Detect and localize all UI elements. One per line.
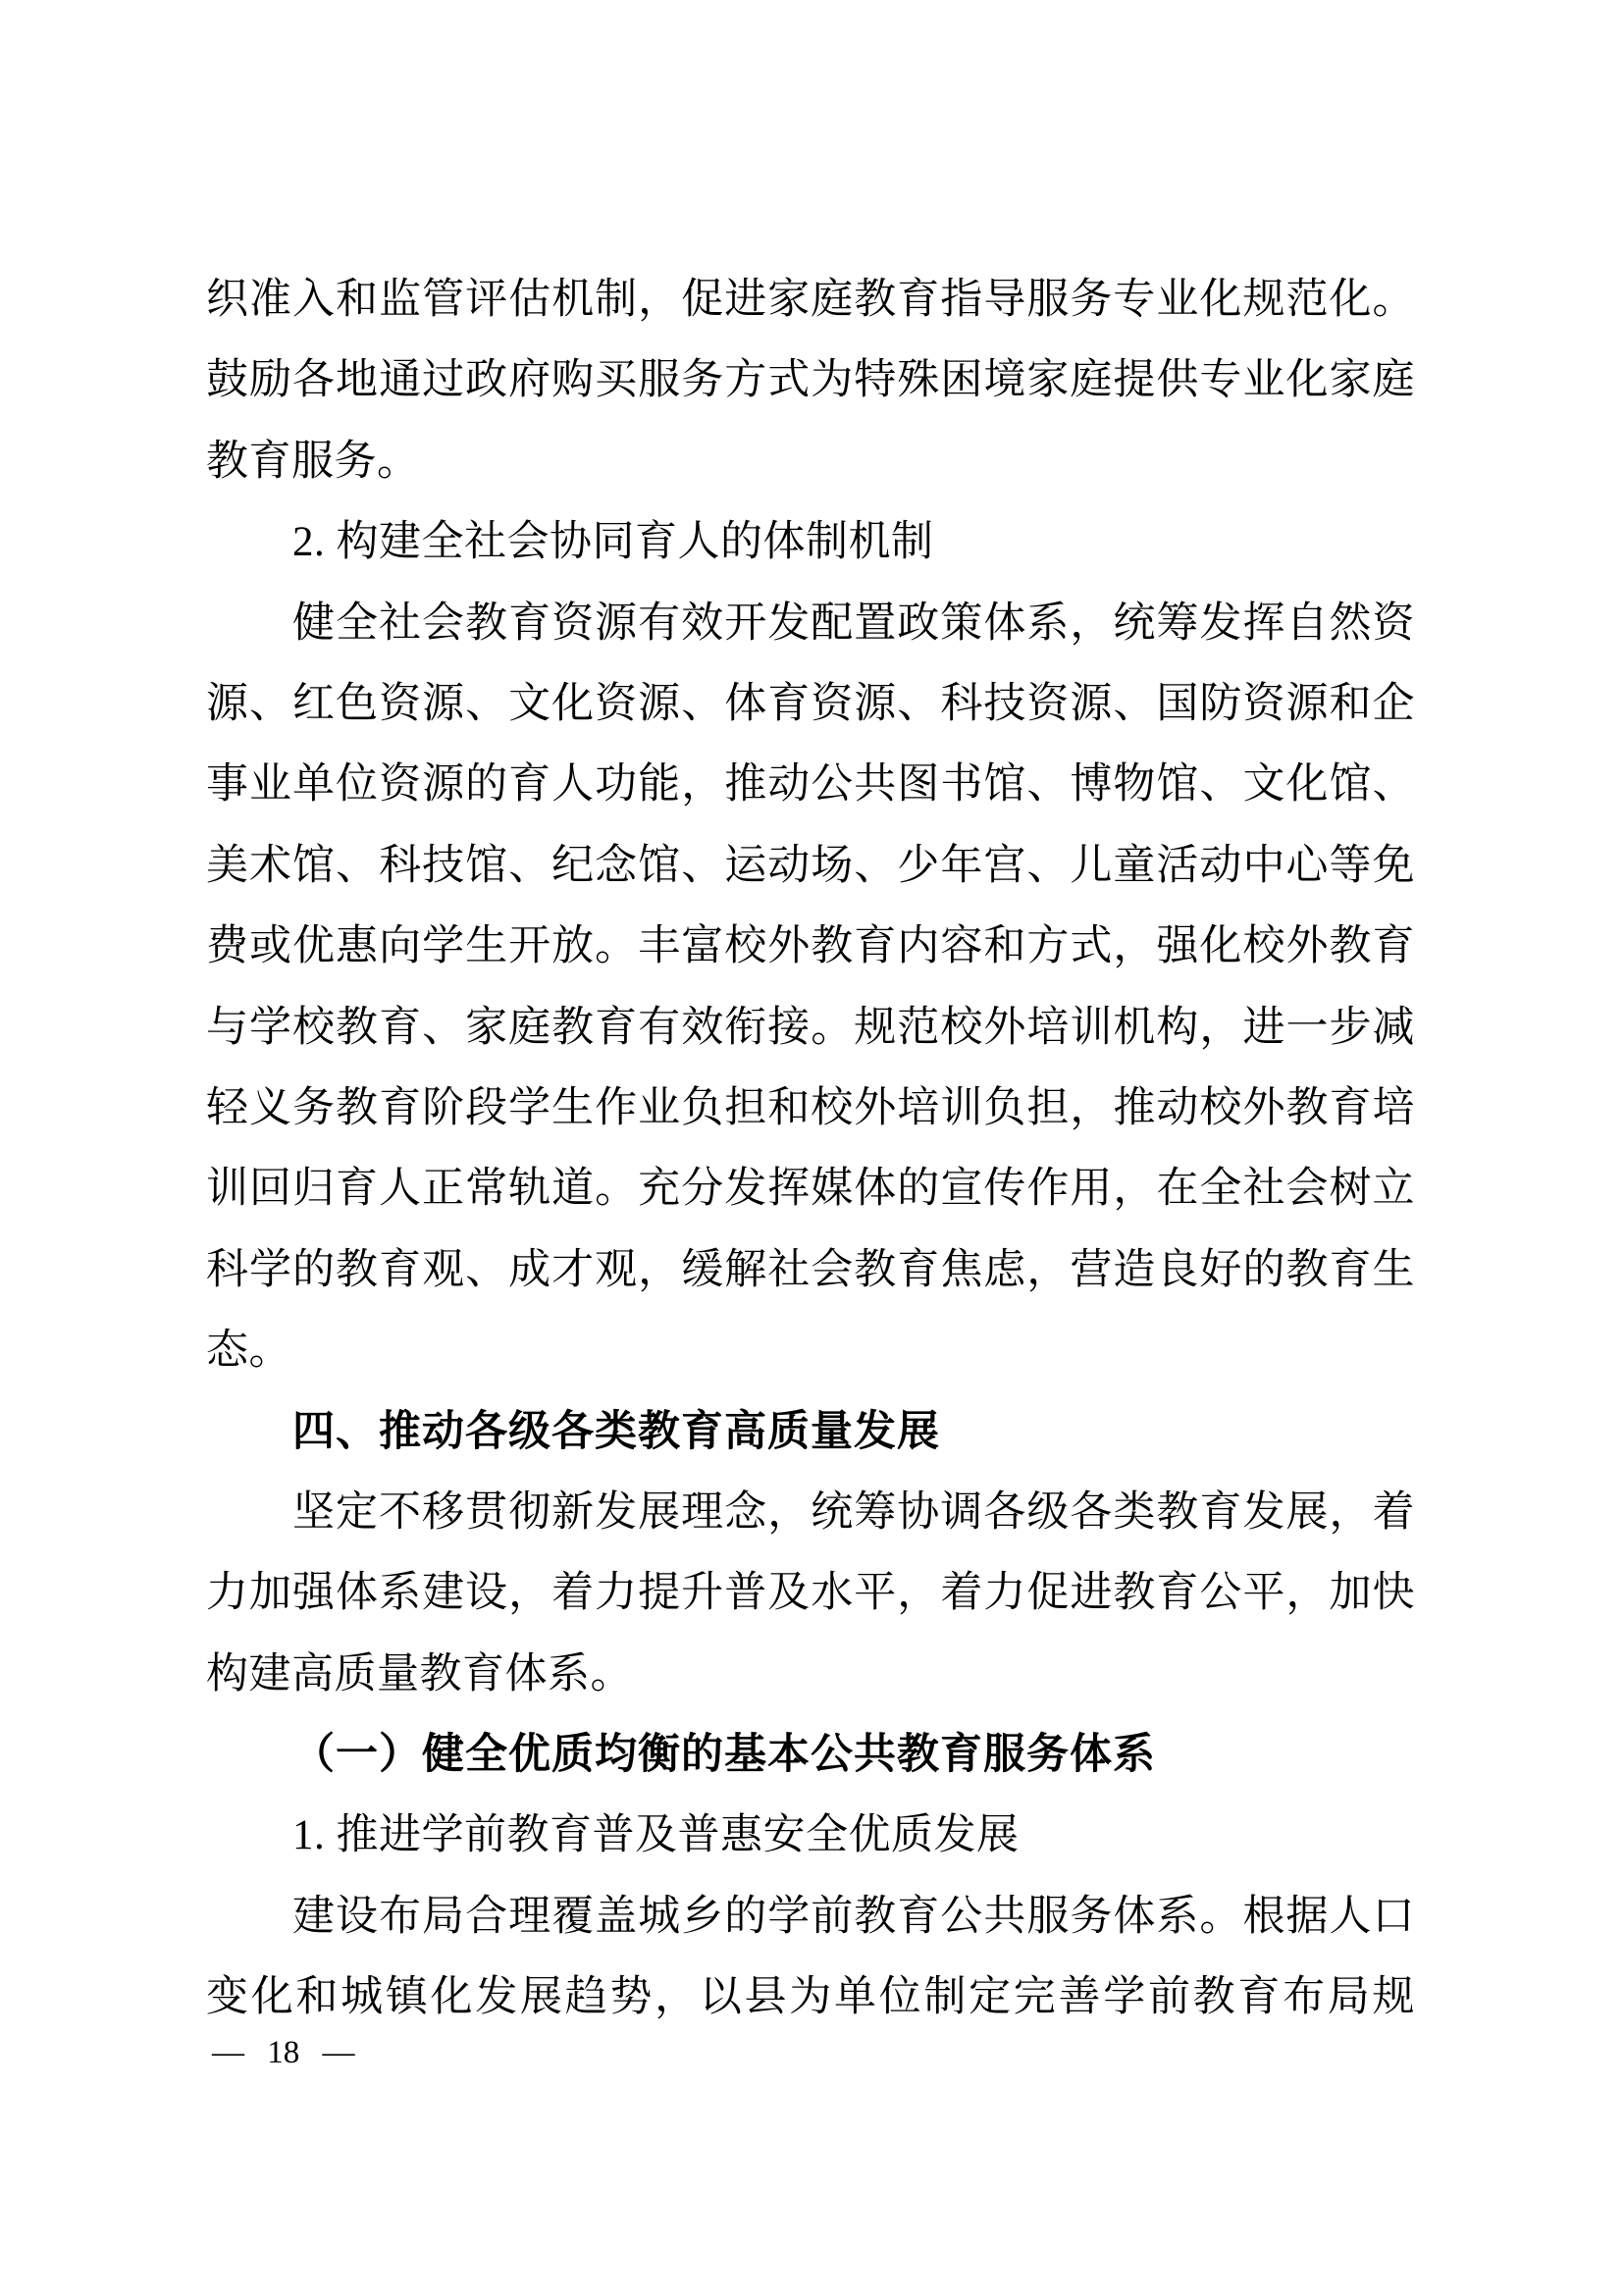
body-line: 力加强体系建设，着力提升普及水平，着力促进教育公平，加快 <box>206 1570 1415 1617</box>
body-line: 科学的教育观、成才观，缓解社会教育焦虑，营造良好的教育生 <box>206 1246 1415 1293</box>
body-line: 鼓励各地通过政府购买服务方式为特殊困境家庭提供专业化家庭 <box>206 357 1415 404</box>
body-line: 与学校教育、家庭教育有效衔接。规范校外培训机构，进一步减 <box>206 1004 1415 1051</box>
page-number: — 18 — <box>212 2035 355 2070</box>
document-body <box>206 260 1415 2039</box>
body-line: 美术馆、科技馆、纪念馆、运动场、少年宫、儿童活动中心等免 <box>206 842 1415 889</box>
body-line: 构建高质量教育体系。 <box>206 1650 633 1697</box>
body-line: 轻义务教育阶段学生作业负担和校外培训负担，推动校外教育培 <box>206 1084 1415 1131</box>
body-line: 坚定不移贯彻新发展理念，统筹协调各级各类教育发展，着 <box>292 1488 1415 1536</box>
body-line: 健全社会教育资源有效开发配置政策体系，统筹发挥自然资 <box>292 600 1415 647</box>
body-line: 建设布局合理覆盖城乡的学前教育公共服务体系。根据人口 <box>292 1893 1415 1940</box>
body-line: 变化和城镇化发展趋势，以县为单位制定完善学前教育布局规 <box>206 1974 1415 2021</box>
subsection-heading: （一）健全优质均衡的基本公共教育服务体系 <box>292 1732 1156 1779</box>
section-heading: 四、推动各级各类教育高质量发展 <box>292 1408 940 1456</box>
clause-heading: 1. 推进学前教育普及普惠安全优质发展 <box>292 1812 1020 1859</box>
body-line: 态。 <box>206 1328 291 1375</box>
clause-heading: 2. 构建全社会协同育人的体制机制 <box>292 519 934 566</box>
body-line: 织准入和监管评估机制，促进家庭教育指导服务专业化规范化。 <box>206 277 1415 323</box>
body-line: 事业单位资源的育人功能，推动公共图书馆、博物馆、文化馆、 <box>206 761 1415 809</box>
body-line: 教育服务。 <box>206 438 420 485</box>
body-line: 源、红色资源、文化资源、体育资源、科技资源、国防资源和企 <box>206 680 1415 727</box>
body-line: 费或优惠向学生开放。丰富校外教育内容和方式，强化校外教育 <box>206 923 1415 970</box>
body-line: 训回归育人正常轨道。充分发挥媒体的宣传作用，在全社会树立 <box>206 1166 1415 1213</box>
